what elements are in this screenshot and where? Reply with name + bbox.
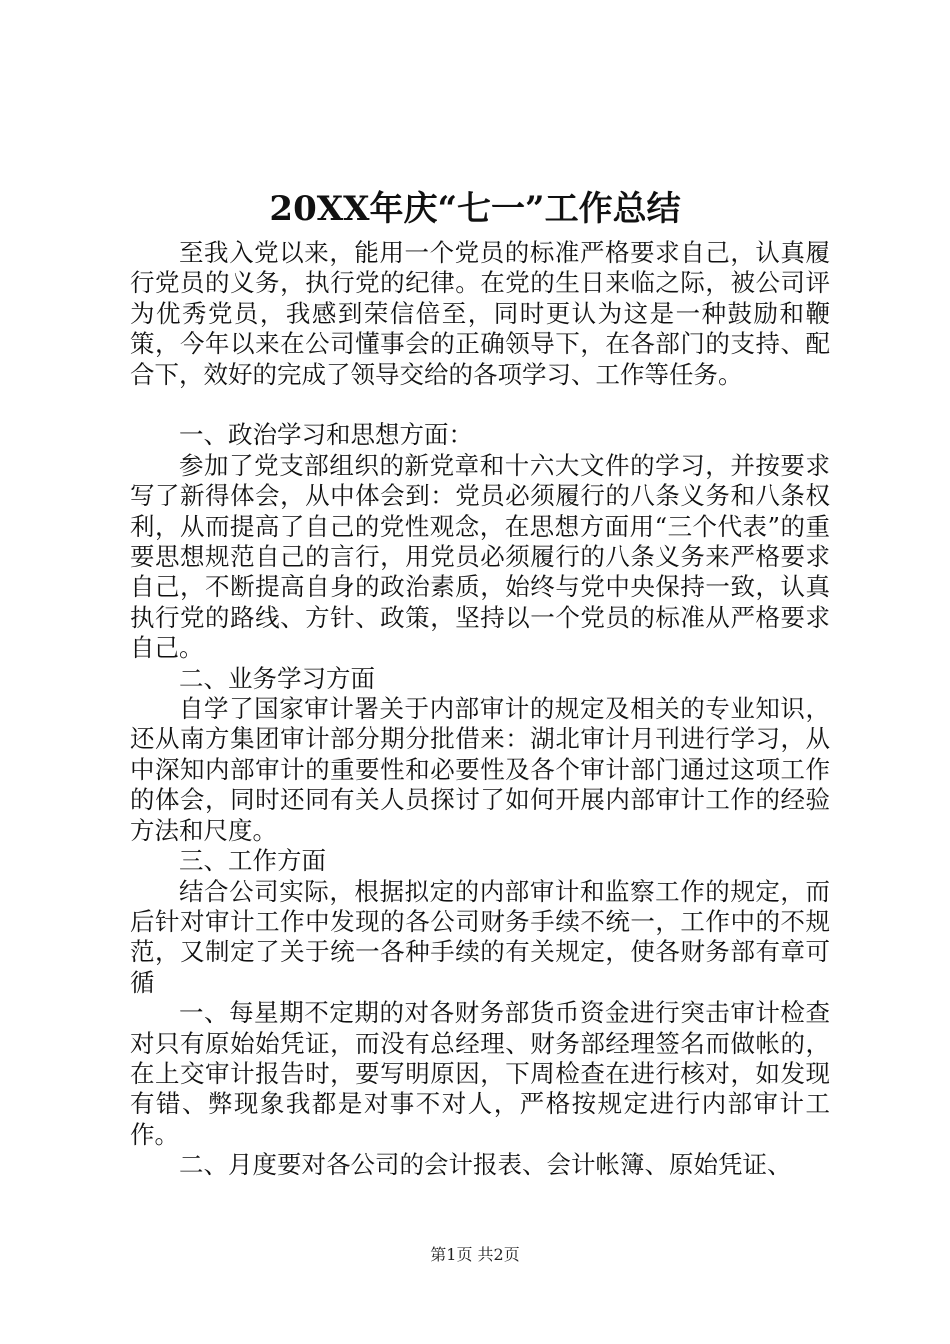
document-body (130, 238, 830, 1181)
paragraph-political: 参加了党支部组织的新党章和十六大文件的学习，并按要求写了新得体会，从中体会到：党员必须履行的八条义务和八条权利，从而提高了自己的党性观念，在思想方面用“三个代表”的重要思想规范自己的言行，用党员必须履行的八条义务来严格要求自己，不断提高自身的政治素质，始终与党中央保持一致，认真执行党的路线、方针、政策，坚持以一个党员的标准从严格要求自己。 (130, 450, 830, 663)
page-footer: 第1页 共2页 (430, 1245, 520, 1264)
section-heading-work: 三、工作方面 (179, 846, 326, 876)
paragraph-work-item-1: 一、每星期不定期的对各财务部货币资金进行突击审计检查对只有原始始凭证，而没有总经理、财务部经理签名而做帐的，在上交审计报告时，要写明原因，下周检查在进行核对，如发现有错、弊现象我都是对事不对人，严格按规定进行内部审计工作。 (130, 998, 830, 1149)
paragraph-business: 自学了国家审计署关于内部审计的规定及相关的专业知识，还从南方集团审计部分期分批借来：湖北审计月刊进行学习，从中深知内部审计的重要性和必要性及各个审计部门通过这项工作的体会，同时还同有关人员探讨了如何开展内部审计工作的经验方法和尺度。 (130, 694, 830, 845)
paragraph-work: 结合公司实际，根据拟定的内部审计和监察工作的规定，而后针对审计工作中发现的各公司财务手续不统一，工作中的不规范，又制定了关于统一各种手续的有关规定，使各财务部有章可循 (130, 876, 830, 997)
paragraph-intro: 至我入党以来，能用一个党员的标准严格要求自己，认真履行党员的义务，执行党的纪律。在党的生日来临之际，被公司评为优秀党员，我感到荣信倍至，同时更认为这是一种鼓励和鞭策，今年以来在公司懂事会的正确领导下，在各部门的支持、配合下，效好的完成了领导交给的各项学习、工作等任务。 (130, 238, 830, 389)
paragraph-work-item-2: 二、月度要对各公司的会计报表、会计帐簿、原始凭证、 (179, 1150, 792, 1180)
section-heading-political: 一、政治学习和思想方面： (179, 420, 473, 450)
paragraph-spacer (130, 390, 830, 420)
section-heading-business: 二、业务学习方面 (179, 663, 375, 693)
document-title: 20XX年庆“七一”工作总结 (269, 189, 681, 229)
